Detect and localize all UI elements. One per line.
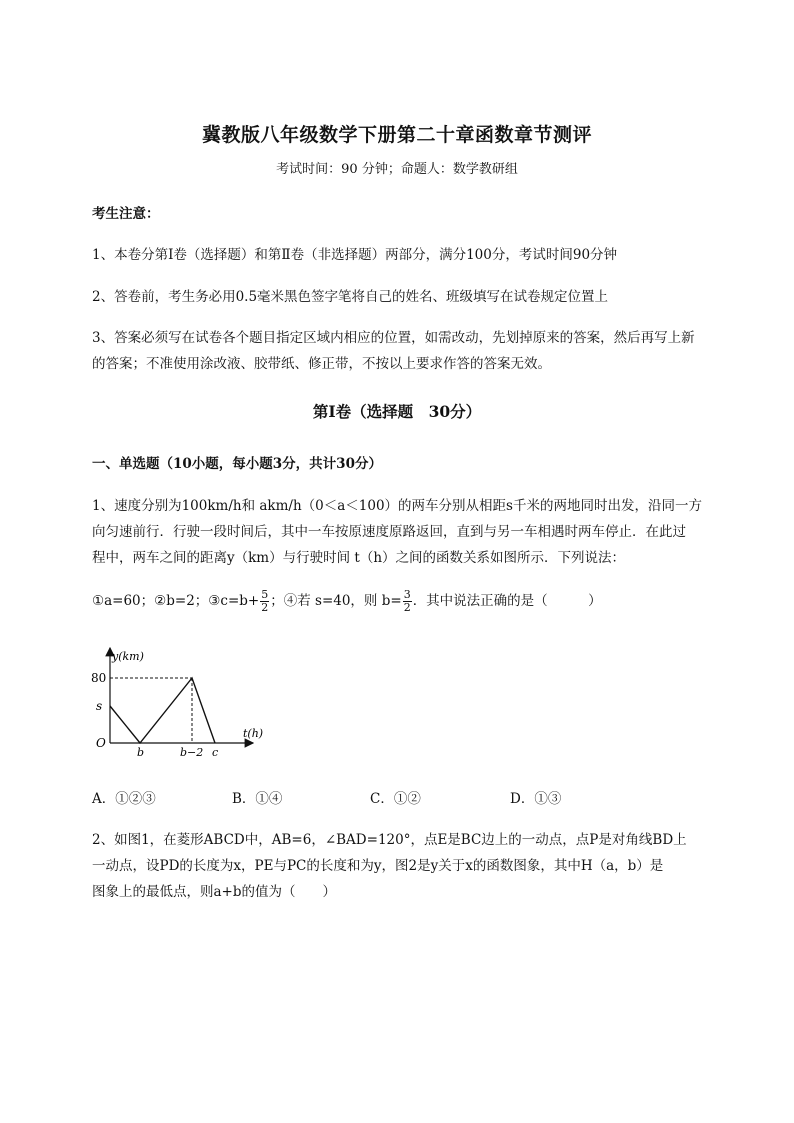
statements-part-b: ；④若 s=40，则 b= — [270, 593, 402, 609]
question-1-statements — [92, 586, 602, 616]
question-1-graph — [88, 640, 288, 765]
option-d[interactable]: D．①③ — [510, 791, 562, 807]
question-1-line: 程中，两车之间的距离y（km）与行驶时间 t（h）之间的函数关系如图所示．下列说法： — [92, 550, 626, 566]
option-c[interactable]: C．①② — [370, 791, 421, 807]
notice-heading: 考生注意： — [92, 206, 160, 222]
y-axis-label: y(km) — [112, 650, 144, 663]
statements-part-a: ①a=60；②b=2；③c=b+ — [92, 593, 260, 609]
label-b-minus-2: b−2 — [180, 746, 204, 759]
label-s: s — [96, 699, 103, 713]
fraction-5-2: $\frac{5}{2}$ — [261, 588, 269, 614]
option-a[interactable]: A．①②③ — [92, 791, 156, 807]
x-axis-label: t(h) — [243, 727, 264, 740]
question-1-line: 1、速度分别为100km/h和 akm/h（0＜a＜100）的两车分别从相距s千米的两地同时出发，沿同一方 — [92, 498, 702, 514]
label-c: c — [212, 746, 219, 759]
question-2-line: 一动点，设PD的长度为x，PE与PC的长度和为y，图2是y关于x的函数图象，其中H（a，b）是 — [92, 858, 664, 874]
statements-part-c: ．其中说法正确的是（ ） — [412, 593, 602, 609]
section-title: 第Ⅰ卷（选择题 30分） — [312, 402, 482, 421]
exam-info: 考试时间：90 分钟；命题人：数学教研组 — [276, 162, 518, 177]
label-80: 80 — [91, 671, 107, 685]
page-title: 冀教版八年级数学下册第二十章函数章节测评 — [201, 124, 592, 146]
question-1-line: 向匀速前行．行驶一段时间后，其中一车按原速度原路返回，直到与另一车相遇时两车停止．在此过 — [92, 524, 686, 540]
part-title: 一、单选题（10小题，每小题3分，共计30分） — [92, 456, 382, 472]
fraction-3-2: $\frac{3}{2}$ — [403, 588, 411, 614]
graph-polyline — [110, 678, 215, 743]
notice-item: 3、答案必须写在试卷各个题目指定区域内相应的位置，如需改动，先划掉原来的答案，然后再写上新 — [92, 330, 695, 346]
notice-item: 2、答卷前，考生务必用0.5毫米黑色签字笔将自己的姓名、班级填写在试卷规定位置上 — [92, 289, 609, 305]
notice-item: 的答案；不准使用涂改液、胶带纸、修正带，不按以上要求作答的答案无效。 — [92, 356, 551, 372]
question-2-line: 2、如图1，在菱形ABCD中，AB=6，∠BAD=120°，点E是BC边上的一动点，点P是对角线BD上 — [92, 832, 687, 848]
question-2-line: 图象上的最低点，则a+b的值为（ ） — [92, 884, 337, 900]
notice-item: 1、本卷分第Ⅰ卷（选择题）和第Ⅱ卷（非选择题）两部分，满分100分，考试时间90分钟 — [92, 247, 618, 263]
label-origin: O — [96, 736, 106, 750]
label-b: b — [137, 746, 145, 759]
option-b[interactable]: B．①④ — [232, 791, 283, 807]
